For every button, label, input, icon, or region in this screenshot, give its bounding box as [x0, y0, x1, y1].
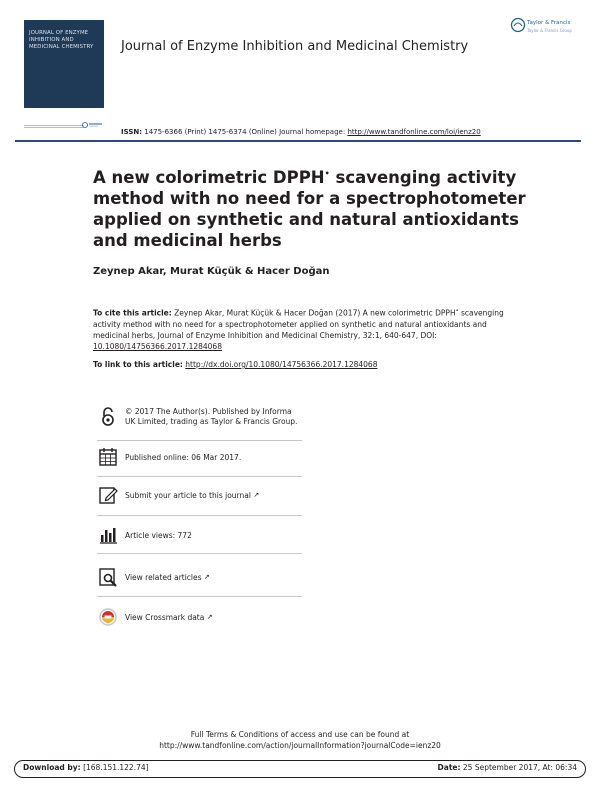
- journal-title[interactable]: Journal of Enzyme Inhibition and Medicinal Chemistry: [121, 39, 469, 54]
- article-link-line: [93, 360, 377, 369]
- citation-text-part2: scavenging activity method with no need for a spectrophotometer applied on synthetic and natural antioxidants and medicinal herbs, Journal of Enzyme Inhibition and Medicinal Chemistry, 32:1, 640-647, DOI:: [93, 308, 504, 340]
- download-date-value: 25 September 2017, At: 06:34: [462, 763, 577, 772]
- footer-terms-line1: Full Terms & Conditions of access and use can be found at: [190, 730, 410, 739]
- download-info-bar: [14, 760, 586, 778]
- citation-sup: •: [455, 308, 459, 314]
- downloaded-by: [23, 763, 149, 772]
- citation-block: [93, 306, 513, 352]
- row-separator: [97, 440, 302, 441]
- views-row: [97, 524, 192, 546]
- license-row: [97, 406, 300, 428]
- publisher-logo[interactable]: [510, 17, 584, 41]
- publisher-tagline: Taylor & Francis Group: [527, 28, 572, 33]
- search-related-icon: [97, 566, 119, 588]
- article-title-sup: •: [324, 169, 330, 178]
- citation-text-part1: Zeynep Akar, Murat Küçük & Hacer Doğan (2017) A new colorimetric DPPH: [174, 308, 456, 318]
- open-access-icon: [97, 406, 119, 428]
- article-title: [93, 163, 533, 251]
- related-articles-link[interactable]: View related articles: [125, 573, 202, 582]
- citation-label: To cite this article:: [93, 308, 172, 318]
- cover-title: JOURNAL OF ENZYME INHIBITION AND MEDICINAL CHEMISTRY: [29, 30, 94, 50]
- download-date-label: Date:: [437, 763, 461, 772]
- cover-caption-lines: [24, 125, 84, 128]
- article-title-part1: A new colorimetric DPPH: [93, 168, 325, 187]
- cover-publisher-logo: [82, 121, 104, 129]
- citation-doi-link[interactable]: 10.1080/14756366.2017.1284068: [93, 341, 222, 351]
- article-link-url[interactable]: http://dx.doi.org/10.1080/14756366.2017.1284068: [185, 360, 378, 369]
- download-date: [438, 763, 577, 772]
- license-text: © 2017 The Author(s). Published by Informa UK Limited, trading as Taylor & Francis Group.: [125, 407, 298, 426]
- external-link-icon: ↗: [206, 613, 213, 621]
- issn-text: 1475-6366 (Print) 1475-6374 (Online) Journal homepage:: [144, 128, 346, 136]
- published-text: Published online: 06 Mar 2017.: [125, 453, 242, 462]
- row-separator: [97, 553, 302, 554]
- downloaded-by-value: [168.151.122.74]: [83, 763, 149, 772]
- footer-terms: [150, 729, 450, 751]
- external-link-icon: ↗: [253, 491, 260, 499]
- journal-homepage-link[interactable]: http://www.tandfonline.com/loi/ienz20: [347, 128, 481, 136]
- article-title-part2: scavenging activity method with no need for a spectrophotometer applied on synthetic and natural antioxidants and medicinal herbs: [93, 168, 526, 250]
- row-separator: [97, 476, 302, 477]
- row-separator: [97, 515, 302, 516]
- header-rule: [15, 140, 581, 142]
- article-link-label: To link to this article:: [93, 360, 183, 369]
- related-row[interactable]: [97, 566, 210, 588]
- submit-article-link[interactable]: Submit your article to this journal: [125, 491, 251, 500]
- calendar-icon: [97, 446, 119, 468]
- issn-label: ISSN:: [121, 128, 143, 136]
- journal-cover-image: [24, 20, 104, 108]
- edit-icon: [97, 484, 119, 506]
- row-separator: [97, 596, 302, 597]
- issn-line: [121, 128, 481, 136]
- bar-chart-icon: [97, 524, 119, 546]
- publisher-name: Taylor & Francis: [527, 20, 571, 26]
- article-authors: Zeynep Akar, Murat Küçük & Hacer Doğan: [93, 266, 330, 277]
- submit-row[interactable]: [97, 484, 259, 506]
- crossmark-link[interactable]: View Crossmark data: [125, 613, 205, 622]
- downloaded-by-label: Download by:: [23, 763, 81, 772]
- external-link-icon: ↗: [203, 573, 210, 581]
- crossmark-icon: [97, 606, 119, 628]
- published-row: [97, 446, 241, 468]
- article-views-text: Article views: 772: [125, 531, 192, 540]
- crossmark-row[interactable]: [97, 606, 213, 628]
- footer-terms-link[interactable]: http://www.tandfonline.com/action/journalInformation?journalCode=ienz20: [159, 741, 441, 750]
- publisher-logo-icon: [510, 17, 526, 33]
